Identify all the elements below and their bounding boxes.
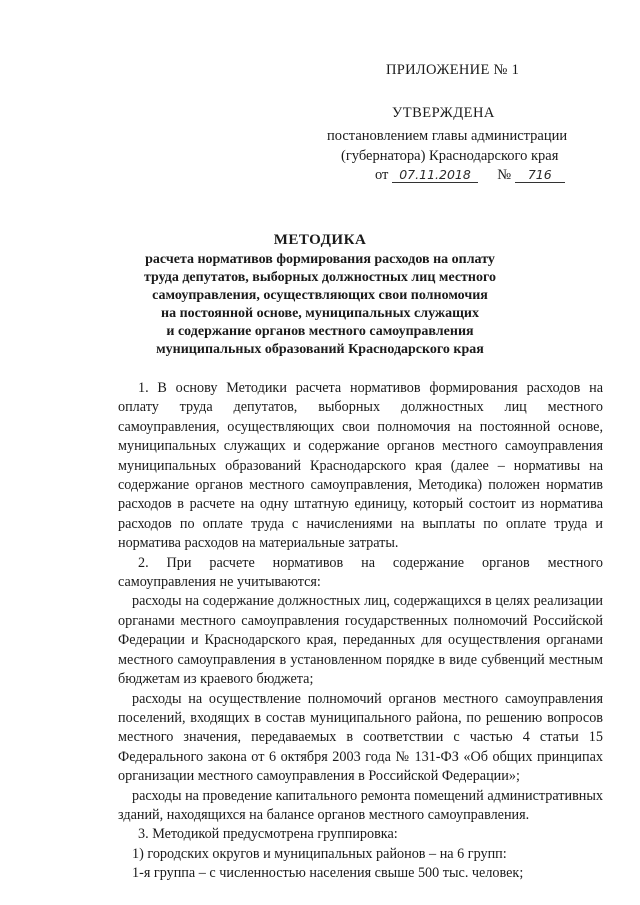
approved-label: УТВЕРЖДЕНА xyxy=(392,105,495,121)
governor-line: (губернатора) Краснодарского края xyxy=(341,148,559,164)
paragraph-exclusion-3: расходы на проведение капитального ремонта помещений административных зданий, находящихся на балансе органов местного самоуправления. xyxy=(118,787,603,823)
paragraph-grouping: 1) городских округов и муниципальных районов – на 6 групп: xyxy=(132,845,507,862)
title-main: МЕТОДИКА xyxy=(273,232,367,248)
subtitle-line: муниципальных образований Краснодарского края xyxy=(156,342,484,357)
subtitle-line: расчета нормативов формирования расходов на оплату xyxy=(145,252,495,267)
decree-by-line: постановлением главы администрации xyxy=(327,128,568,144)
subtitle-line: на постоянной основе, муниципальных служащих xyxy=(161,306,479,321)
date-prefix: от xyxy=(375,167,389,183)
paragraph-3: 3. Методикой предусмотрена группировка: xyxy=(138,826,398,843)
paragraph-exclusion-1: расходы на содержание должностных лиц, содержащихся в целях реализации органами местного самоуправления государственных полномочий Российской Федерации и Краснодарского края, переданных для осуществления органами местного самоуправления в установленном порядке в виде субвенций местным бюджетам из краевого бюджета; xyxy=(118,593,603,688)
document-title xyxy=(0,232,640,359)
paragraph-exclusion-2: расходы на осуществление полномочий органов местного самоуправления поселений, входящих в состав муниципального района, по решению вопросов местного значения, передаваемых в соответствии с частью 4 статьи 15 Федерального закона от 6 октября 2003 года № 131-ФЗ «Об общих принципах организации местного самоуправления в Российской Федерации»; xyxy=(118,690,603,785)
number-prefix: № xyxy=(497,167,512,183)
subtitle-line: и содержание органов местного самоуправления xyxy=(166,324,474,339)
appendix-label: ПРИЛОЖЕНИЕ № 1 xyxy=(386,62,520,78)
paragraph-1: 1. В основу Методики расчета нормативов формирования расходов на оплату труда депутатов, выборных должностных лиц местного самоуправления, осуществляющих свои полномочия на постоянной основе, муниципальных служащих и содержание органов местного самоуправления муниципальных образований Краснодарского края (далее – нормативы на содержание органов местного самоуправления, Методика) положен норматив расходов в расчете на одну штатную единицу, который состоит из норматива расходов по оплате труда с начислениями на выплаты по оплате труда и норматива расходов на материальные затраты. xyxy=(118,380,603,552)
number-value: 716 xyxy=(515,167,565,183)
paragraph-2: 2. При расчете нормативов на содержание органов местного самоуправления не учитываются: xyxy=(118,554,603,591)
date-number-line xyxy=(375,167,565,184)
subtitle-line: самоуправления, осуществляющих свои полномочия xyxy=(152,288,488,303)
document-body xyxy=(118,379,603,884)
subtitle-line: труда депутатов, выборных должностных лиц местного xyxy=(143,270,497,285)
paragraph-group-1: 1-я группа – с численностью населения свыше 500 тыс. человек; xyxy=(132,865,524,882)
date-value: 07.11.2018 xyxy=(392,167,478,183)
